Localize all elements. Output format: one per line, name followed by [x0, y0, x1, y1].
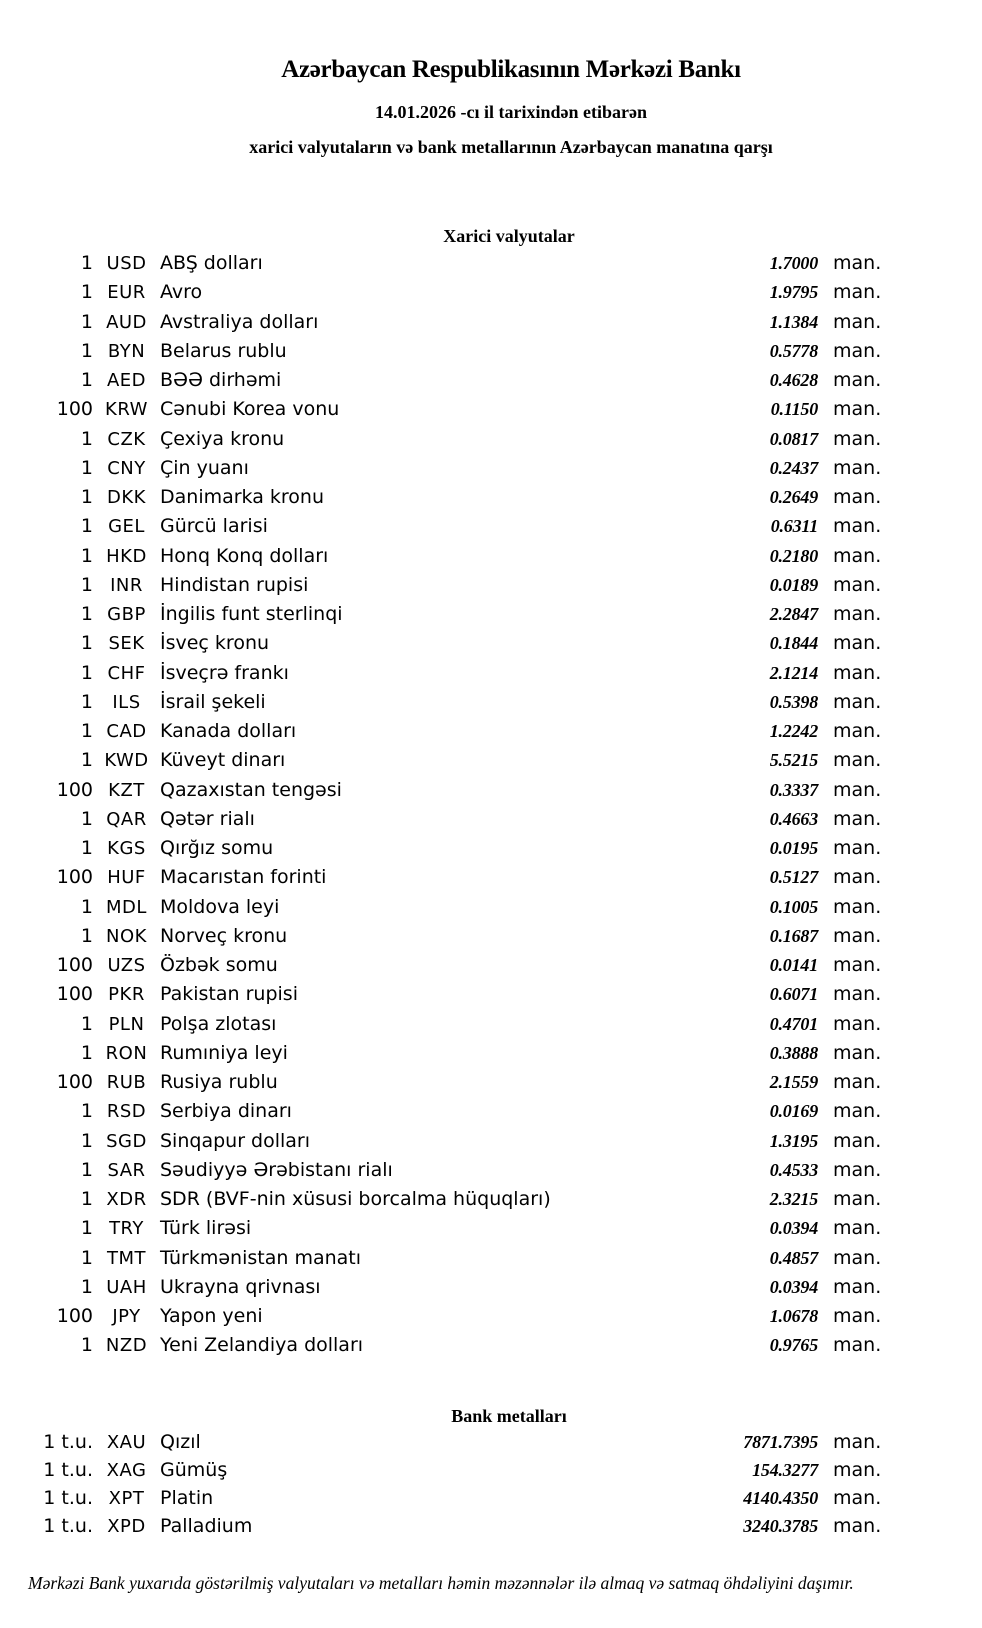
quantity: 1: [80, 339, 93, 362]
currency-code: NOK: [106, 925, 147, 947]
page-header: [0, 0, 982, 157]
rate-value: 0.1844: [769, 633, 818, 654]
rate-row-GBP: [0, 603, 982, 632]
rate-row-ILS: [0, 691, 982, 720]
quantity: 100: [56, 1071, 93, 1093]
rate-row-KRW: [0, 398, 982, 427]
currency-name: Hindistan rupisi: [160, 573, 309, 596]
currency-code: NZD: [105, 1335, 148, 1357]
currency-code: KWD: [104, 750, 149, 772]
quantity: 1: [80, 310, 93, 333]
quantity: 1: [80, 281, 93, 304]
rate-value: 154.3277: [752, 1459, 818, 1480]
quantity: 1 t.u.: [43, 1430, 93, 1453]
currency-code: INR: [110, 574, 143, 596]
unit-label: man.: [833, 456, 882, 479]
quantity: 1: [80, 1334, 93, 1357]
rate-value: 0.0169: [769, 1101, 818, 1122]
rate-row-CAD: [0, 720, 982, 749]
unit-label: man.: [833, 778, 882, 801]
currency-name: Avro: [160, 281, 203, 304]
currency-code: PKR: [108, 984, 145, 1006]
currency-code: KGS: [107, 838, 146, 859]
unit-label: man.: [833, 544, 882, 567]
rate-row-SAR: [0, 1159, 982, 1188]
rate-row-NOK: [0, 925, 982, 954]
unit-label: man.: [833, 1514, 882, 1537]
quantity: 1: [80, 456, 93, 479]
rate-row-SGD: [0, 1130, 982, 1159]
rate-row-QAR: [0, 808, 982, 837]
rate-value: 0.5398: [769, 691, 818, 712]
rate-value: 0.2437: [769, 457, 818, 478]
currency-name: İsveç kronu: [160, 632, 270, 655]
quantity: 1 t.u.: [43, 1514, 93, 1537]
metals-section-title: Bank metalları: [451, 1405, 567, 1426]
currencies-section-title: Xarici valyutalar: [443, 226, 575, 246]
quantity: 1: [80, 1188, 93, 1210]
rate-value: 2.1559: [769, 1072, 818, 1092]
rate-value: 1.9795: [769, 282, 818, 303]
unit-label: man.: [833, 632, 882, 655]
unit-label: man.: [833, 1217, 882, 1240]
disclaimer-note: Mərkəzi Bank yuxarıda göstərilmiş valyutaları və metalları həmin məzənnələr ilə almaq və satmaq öhdəliyini daşımır.: [28, 1572, 854, 1593]
currency-code: RUB: [106, 1072, 147, 1093]
rate-value: 0.4701: [769, 1013, 818, 1034]
rate-value: 0.0141: [769, 955, 818, 975]
unit-label: man.: [833, 895, 882, 918]
rate-value: 0.4857: [769, 1247, 818, 1268]
currency-name: Moldova leyi: [160, 895, 280, 918]
quantity: 1: [80, 661, 93, 684]
quantity: 1: [80, 837, 93, 859]
rate-row-HUF: [0, 866, 982, 895]
currency-name: Çexiya kronu: [160, 427, 285, 450]
rate-value: 3240.3785: [743, 1515, 818, 1536]
unit-label: man.: [833, 983, 882, 1006]
unit-label: man.: [833, 369, 882, 391]
rate-row-RUB: [0, 1071, 982, 1100]
currency-name: Honq Konq dolları: [160, 544, 329, 567]
currency-code: PLN: [108, 1013, 145, 1035]
quantity: 1: [80, 1012, 93, 1035]
rate-value: 7871.7395: [743, 1431, 818, 1452]
currency-name: Yapon yeni: [160, 1305, 263, 1327]
unit-label: man.: [833, 1430, 882, 1453]
rate-value: 1.2242: [769, 721, 818, 741]
rate-value: 2.1214: [769, 662, 818, 683]
quantity: 100: [56, 1305, 93, 1327]
rate-value: 1.0678: [769, 1306, 818, 1326]
quantity: 1: [80, 1217, 93, 1240]
quantity: 1: [80, 924, 93, 947]
rate-row-JPY: [0, 1305, 982, 1334]
currency-code: CAD: [106, 721, 147, 742]
quantity: 1 t.u.: [43, 1458, 93, 1481]
rate-value: 0.2180: [769, 545, 818, 566]
rate-value: 5.5215: [769, 750, 818, 771]
quantity: 1: [80, 573, 93, 596]
rate-value: 0.1150: [770, 399, 818, 420]
currency-name: Türkmənistan manatı: [160, 1246, 362, 1269]
rate-row-AED: [0, 369, 982, 398]
quantity: 1: [80, 1275, 93, 1298]
currency-code: UZS: [107, 955, 146, 976]
currency-code: CNY: [107, 457, 146, 479]
currency-name: Qazaxıstan tengəsi: [160, 778, 342, 801]
quantity: 1: [80, 1158, 93, 1181]
quantity: 1: [80, 1129, 93, 1152]
quantity: 100: [56, 866, 93, 889]
currency-code: HKD: [106, 545, 147, 567]
currency-name: Danimarka kronu: [160, 486, 325, 508]
rate-value: 0.0195: [769, 838, 818, 858]
rate-value: 1.7000: [769, 253, 818, 273]
currency-name: Platin: [160, 1486, 214, 1509]
unit-label: man.: [833, 603, 882, 625]
rate-row-CNY: [0, 457, 982, 486]
page-subtitle: xarici valyutaların və bank metallarının Azərbaycan manatına qarşı: [249, 137, 773, 157]
unit-label: man.: [833, 1129, 882, 1152]
rate-row-BYN: [0, 340, 982, 369]
currency-name: Norveç kronu: [160, 924, 288, 947]
rate-row-MDL: [0, 896, 982, 925]
currency-name: Qırğız somu: [160, 837, 274, 859]
unit-label: man.: [833, 1071, 882, 1093]
currency-code: USD: [106, 253, 147, 274]
quantity: 100: [56, 954, 93, 976]
quantity: 1: [80, 807, 93, 830]
currency-name: İngilis funt sterlinqi: [160, 603, 343, 625]
currency-code: KRW: [105, 399, 148, 421]
rate-row-KWD: [0, 749, 982, 778]
rate-row-INR: [0, 574, 982, 603]
currency-code: CZK: [107, 428, 146, 450]
quantity: 1: [80, 720, 93, 742]
rate-row-NZD: [0, 1334, 982, 1363]
rate-value: 4140.4350: [743, 1487, 818, 1508]
rate-row-CZK: [0, 428, 982, 457]
rate-value: 0.2649: [769, 487, 818, 507]
unit-label: man.: [833, 1275, 882, 1298]
rate-row-UAH: [0, 1276, 982, 1305]
quantity: 1: [80, 1041, 93, 1064]
currency-name: Kanada dolları: [160, 720, 297, 742]
rate-value: 0.0394: [769, 1218, 818, 1239]
currency-code: XAU: [106, 1431, 147, 1453]
currency-name: Çin yuanı: [160, 456, 249, 479]
rate-value: 0.5778: [769, 340, 818, 361]
currency-name: Belarus rublu: [160, 339, 287, 362]
currency-name: BƏƏ dirhəmi: [160, 369, 282, 391]
currency-code: RON: [105, 1042, 148, 1064]
rate-value: 0.4663: [769, 808, 818, 829]
currency-code: XAG: [106, 1459, 147, 1481]
currency-name: Cənubi Korea vonu: [160, 398, 340, 421]
rate-value: 0.3888: [769, 1042, 818, 1063]
quantity: 1: [80, 486, 93, 508]
unit-label: man.: [833, 720, 882, 742]
unit-label: man.: [833, 1458, 882, 1481]
quantity: 1: [80, 1100, 93, 1123]
rate-value: 0.0817: [769, 428, 818, 449]
currency-code: CHF: [107, 662, 146, 684]
effective-date: 14.01.2026 -cı il tarixindən etibarən: [375, 102, 647, 122]
rate-value: 0.6071: [769, 984, 818, 1005]
unit-label: man.: [833, 427, 882, 450]
quantity: 1: [80, 1246, 93, 1269]
currency-code: GBP: [107, 604, 146, 625]
currency-code: XPD: [107, 1515, 146, 1537]
unit-label: man.: [833, 1334, 882, 1357]
unit-label: man.: [833, 924, 882, 947]
quantity: 1: [80, 749, 93, 772]
currency-name: Küveyt dinarı: [160, 749, 286, 772]
currency-name: Səudiyyə Ərəbistanı rialı: [160, 1158, 393, 1181]
quantity: 1: [80, 632, 93, 655]
quantity: 1: [80, 895, 93, 918]
rate-value: 0.0189: [769, 574, 818, 595]
rate-value: 2.2847: [769, 604, 818, 624]
rate-row-AUD: [0, 311, 982, 340]
unit-label: man.: [833, 1041, 882, 1064]
currency-code: XDR: [106, 1189, 147, 1210]
rate-value: 0.9765: [769, 1335, 818, 1356]
rate-row-CHF: [0, 662, 982, 691]
currency-code: UAH: [106, 1276, 147, 1298]
rate-value: 1.3195: [769, 1130, 818, 1151]
quantity: 1: [80, 252, 93, 274]
currency-name: ABŞ dolları: [160, 252, 263, 274]
currency-code: KZT: [108, 779, 145, 801]
currency-name: SDR (BVF-nin xüsusi borcalma hüquqları): [160, 1188, 551, 1210]
currency-name: Avstraliya dolları: [160, 310, 319, 333]
currency-name: Polşa zlotası: [160, 1012, 277, 1035]
rate-row-XPD: [0, 1515, 982, 1543]
metals-section: [0, 1406, 982, 1543]
unit-label: man.: [833, 661, 882, 684]
currency-code: DKK: [107, 487, 146, 508]
quantity: 100: [56, 778, 93, 801]
unit-label: man.: [833, 954, 882, 976]
currency-code: EUR: [107, 282, 146, 304]
quantity: 100: [56, 398, 93, 421]
unit-label: man.: [833, 749, 882, 772]
currency-name: Rumıniya leyi: [160, 1041, 288, 1064]
currency-name: Qızıl: [160, 1430, 201, 1453]
unit-label: man.: [833, 1100, 882, 1123]
rate-row-PLN: [0, 1013, 982, 1042]
currency-name: Macarıstan forinti: [160, 866, 327, 889]
currency-name: Rusiya rublu: [160, 1071, 278, 1093]
unit-label: man.: [833, 866, 882, 889]
unit-label: man.: [833, 837, 882, 859]
unit-label: man.: [833, 1012, 882, 1035]
quantity: 1: [80, 515, 93, 538]
rate-row-TMT: [0, 1247, 982, 1276]
rate-row-XAG: [0, 1459, 982, 1487]
rate-row-SEK: [0, 632, 982, 661]
quantity: 1 t.u.: [43, 1486, 93, 1509]
currency-code: JPY: [112, 1306, 141, 1327]
currency-code: AUD: [106, 311, 147, 333]
currency-name: Sinqapur dolları: [160, 1129, 311, 1152]
currency-code: SGD: [106, 1130, 147, 1152]
rate-row-GEL: [0, 515, 982, 544]
unit-label: man.: [833, 1305, 882, 1327]
unit-label: man.: [833, 573, 882, 596]
rate-row-USD: [0, 252, 982, 281]
unit-label: man.: [833, 690, 882, 713]
currency-rows-list: [0, 252, 982, 1364]
currency-code: BYN: [107, 340, 146, 362]
rate-value: 0.3337: [769, 779, 818, 800]
quantity: 1: [80, 544, 93, 567]
currency-name: Palladium: [160, 1514, 253, 1537]
unit-label: man.: [833, 398, 882, 421]
currency-code: TRY: [109, 1218, 144, 1240]
rate-row-TRY: [0, 1217, 982, 1246]
unit-label: man.: [833, 1158, 882, 1181]
currency-name: Qətər rialı: [160, 807, 255, 830]
currency-name: İsrail şekeli: [160, 690, 266, 713]
currency-code: XPT: [108, 1487, 145, 1509]
currencies-section: [0, 226, 982, 1364]
unit-label: man.: [833, 1246, 882, 1269]
unit-label: man.: [833, 252, 882, 274]
quantity: 1: [80, 690, 93, 713]
currency-name: Serbiya dinarı: [160, 1100, 292, 1123]
currency-name: Özbək somu: [160, 954, 278, 976]
metal-rows-list: [0, 1431, 982, 1543]
rate-value: 1.1384: [769, 311, 818, 332]
rate-row-XDR: [0, 1188, 982, 1217]
rate-row-HKD: [0, 545, 982, 574]
currency-code: RSD: [106, 1101, 147, 1123]
currency-code: AED: [106, 370, 147, 391]
rate-row-KGS: [0, 837, 982, 866]
currency-code: TMT: [106, 1247, 147, 1269]
unit-label: man.: [833, 807, 882, 830]
currency-code: SEK: [108, 633, 145, 655]
unit-label: man.: [833, 310, 882, 333]
page-title: Azərbaycan Respublikasının Mərkəzi Bankı: [281, 56, 741, 83]
rate-value: 0.0394: [769, 1276, 818, 1297]
unit-label: man.: [833, 1188, 882, 1210]
rate-row-XPT: [0, 1487, 982, 1515]
rate-value: 0.4628: [769, 370, 818, 390]
quantity: 100: [56, 983, 93, 1006]
rate-row-UZS: [0, 954, 982, 983]
currency-name: Yeni Zelandiya dolları: [160, 1334, 364, 1357]
rate-value: 0.6311: [770, 516, 818, 537]
currency-code: GEL: [108, 516, 145, 538]
rate-row-PKR: [0, 983, 982, 1012]
currency-name: Türk lirəsi: [160, 1217, 252, 1240]
quantity: 1: [80, 427, 93, 450]
rate-row-RSD: [0, 1100, 982, 1129]
currency-name: Pakistan rupisi: [160, 983, 298, 1006]
unit-label: man.: [833, 339, 882, 362]
currency-name: Gürcü larisi: [160, 515, 268, 538]
rate-row-DKK: [0, 486, 982, 515]
unit-label: man.: [833, 281, 882, 304]
unit-label: man.: [833, 515, 882, 538]
rate-row-RON: [0, 1042, 982, 1071]
quantity: 1: [80, 369, 93, 391]
currency-code: HUF: [107, 867, 146, 889]
currency-name: İsveçrə frankı: [160, 661, 289, 684]
currency-name: Gümüş: [160, 1458, 228, 1481]
rate-value: 2.3215: [769, 1189, 818, 1209]
rate-value: 0.1005: [769, 896, 818, 917]
currency-code: SAR: [107, 1159, 146, 1181]
currency-code: ILS: [112, 691, 141, 713]
rate-row-XAU: [0, 1431, 982, 1459]
currency-code: MDL: [106, 896, 147, 918]
rate-value: 0.4533: [769, 1159, 818, 1180]
quantity: 1: [80, 603, 93, 625]
unit-label: man.: [833, 486, 882, 508]
rate-row-EUR: [0, 281, 982, 310]
rate-value: 0.1687: [769, 925, 818, 946]
currency-code: QAR: [106, 808, 147, 830]
currency-name: Ukrayna qrivnası: [160, 1275, 321, 1298]
rate-value: 0.5127: [769, 867, 818, 888]
unit-label: man.: [833, 1486, 882, 1509]
rate-row-KZT: [0, 779, 982, 808]
